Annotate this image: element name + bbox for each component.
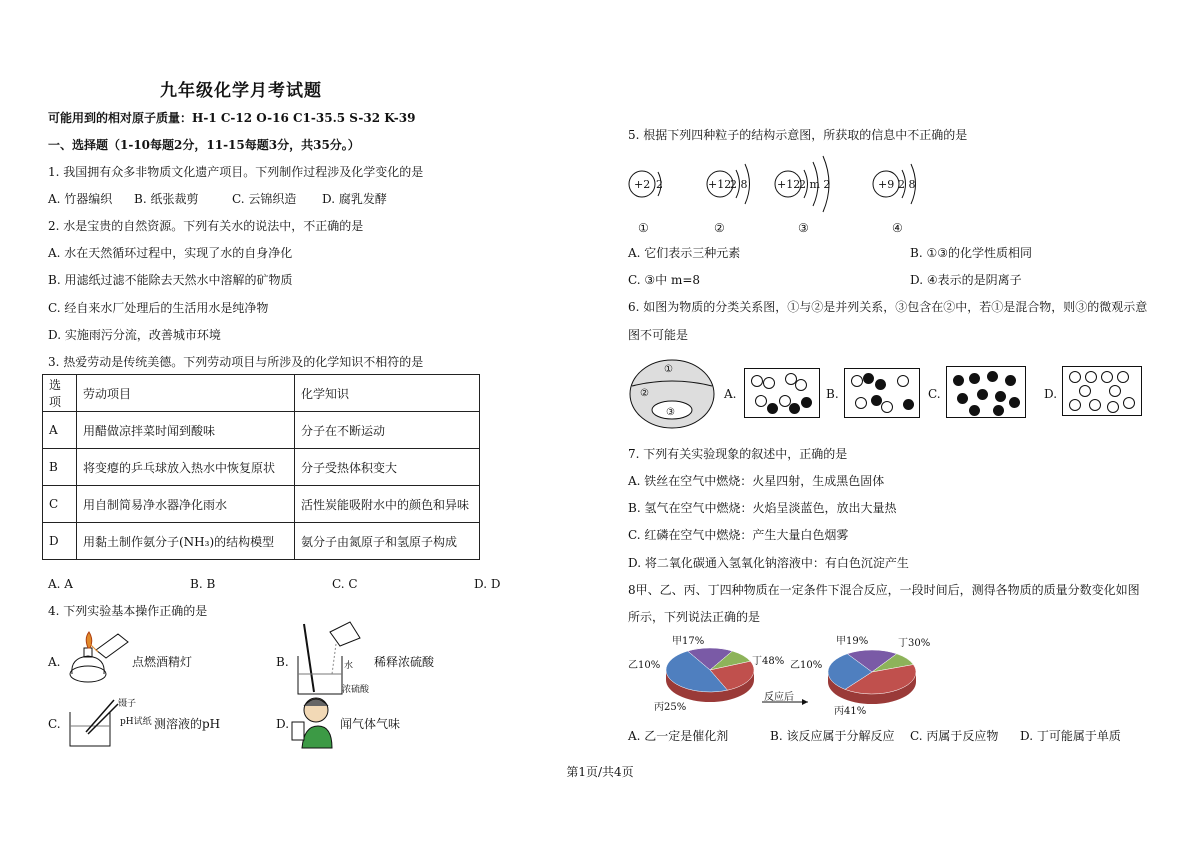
q8-option-a: A. 乙一定是催化剂 xyxy=(628,729,729,743)
pie-before-label-bing: 丙25% xyxy=(654,702,687,713)
molecule-ring xyxy=(1109,385,1121,397)
q4-c-paper-label: pH试纸 xyxy=(120,717,152,727)
q6-option-d-box xyxy=(1062,366,1142,416)
q1-option-a: A. 竹器编织 xyxy=(48,192,113,206)
molecule-ring xyxy=(763,377,775,389)
q1-stem: 1. 我国拥有众多非物质文化遗产项目。下列制作过程涉及化学变化的是 xyxy=(48,165,424,179)
table-row xyxy=(43,523,480,560)
molecule-ring xyxy=(881,401,893,413)
atomic-mass-line: 可能用到的相对原子质量：H-1 C-12 O-16 C1-35.5 S-32 K-39 xyxy=(48,111,416,125)
table-cell: 用自制简易净水器净化雨水 xyxy=(77,486,295,523)
q6-option-b-box xyxy=(844,368,920,418)
q3-option-a: A. A xyxy=(48,577,73,591)
q2-option-b: B. 用滤纸过滤不能除去天然水中溶解的矿物质 xyxy=(48,273,293,287)
particle-4-nucleus: +9 xyxy=(878,178,895,191)
q6-stem-line1: 6. 如图为物质的分类关系图，①与②是并列关系，③包含在②中，若①是混合物，则③的微观示意 xyxy=(628,300,1148,314)
table-cell: 分子在不断运动 xyxy=(295,412,480,449)
page-title: 九年级化学月考试题 xyxy=(160,81,322,101)
q5-stem: 5. 根据下列四种粒子的结构示意图，所获取的信息中不正确的是 xyxy=(628,128,968,142)
molecule-ring xyxy=(851,375,863,387)
table-cell: 用醋做凉拌菜时闻到酸味 xyxy=(77,412,295,449)
table-cell: 分子受热体积变大 xyxy=(295,449,480,486)
molecule-dot xyxy=(789,403,800,414)
particle-4-label: ④ xyxy=(892,221,903,235)
particle-3-nucleus: +12 xyxy=(777,178,801,191)
pie-after xyxy=(828,650,916,704)
q6-option-d-label: D. xyxy=(1044,387,1058,401)
molecule-dot xyxy=(995,391,1006,402)
molecule-dot xyxy=(969,405,980,416)
molecule-dot xyxy=(863,373,874,384)
q6-option-c-box xyxy=(946,366,1026,418)
molecule-dot xyxy=(1009,397,1020,408)
q4-c-text: 测溶液的pH xyxy=(154,717,221,731)
person-smelling-icon xyxy=(288,692,336,750)
q4-c-label: C. xyxy=(48,717,61,731)
q4-c-tweezer-label: 镊子 xyxy=(118,699,137,709)
q2-option-c: C. 经自来水厂处理后的生活用水是纯净物 xyxy=(48,301,269,315)
molecule-ring xyxy=(1069,371,1081,383)
particle-3-shells: 2 m 2 xyxy=(799,178,831,191)
table-cell: A xyxy=(43,412,77,449)
table-cell: 活性炭能吸附水中的颜色和异味 xyxy=(295,486,480,523)
table-cell: 氨分子由氮原子和氢原子构成 xyxy=(295,523,480,560)
particle-2-nucleus: +12 xyxy=(708,178,732,191)
q6-option-c-label: C. xyxy=(928,387,941,401)
q2-stem: 2. 水是宝贵的自然资源。下列有关水的说法中，不正确的是 xyxy=(48,219,364,233)
q4-stem: 4. 下列实验基本操作正确的是 xyxy=(48,604,208,618)
molecule-dot xyxy=(993,405,1004,416)
molecule-ring xyxy=(1079,385,1091,397)
q5-option-a: A. 它们表示三种元素 xyxy=(628,246,741,260)
q8-stem-line2: 所示，下列说法正确的是 xyxy=(628,610,761,624)
q4-a-text: 点燃酒精灯 xyxy=(132,655,193,669)
q1-option-b: B. 纸张裁剪 xyxy=(134,192,199,206)
q7-option-c: C. 红磷在空气中燃烧：产生大量白色烟雾 xyxy=(628,528,849,542)
venn-label-2: ② xyxy=(640,388,649,399)
q8-option-d: D. 丁可能属于单质 xyxy=(1020,729,1121,743)
q3-option-d: D. D xyxy=(474,577,501,591)
page-footer: 第1页/共4页 xyxy=(566,765,634,779)
pie-before-label-jia: 甲17% xyxy=(672,636,705,647)
q3-stem: 3. 热爱劳动是传统美德。下列劳动项目与所涉及的化学知识不相符的是 xyxy=(48,355,424,369)
particle-3-label: ③ xyxy=(798,221,809,235)
molecule-dot xyxy=(1005,375,1016,386)
molecule-ring xyxy=(1089,399,1101,411)
particle-1-shells: 2 xyxy=(656,178,663,191)
molecule-ring xyxy=(1107,401,1119,413)
q8-option-b: B. 该反应属于分解反应 xyxy=(770,729,895,743)
q5-option-c: C. ③中 m=8 xyxy=(628,273,701,287)
q8-option-c: C. 丙属于反应物 xyxy=(910,729,999,743)
q7-option-b: B. 氢气在空气中燃烧：火焰呈淡蓝色，放出大量热 xyxy=(628,501,897,515)
q4-b-label: B. xyxy=(276,655,289,669)
q6-option-a-label: A. xyxy=(724,387,737,401)
molecule-dot xyxy=(969,373,980,384)
pie-after-label-ding: 丁30% xyxy=(898,638,931,649)
molecule-ring xyxy=(855,397,867,409)
molecule-ring xyxy=(755,395,767,407)
molecule-dot xyxy=(977,389,988,400)
table-header-row xyxy=(43,375,480,412)
molecule-ring xyxy=(1085,371,1097,383)
table-row xyxy=(43,449,480,486)
q6-stem-line2: 图不可能是 xyxy=(628,328,689,342)
q5-option-d: D. ④表示的是阴离子 xyxy=(910,273,1022,287)
q2-option-a: A. 水在天然循环过程中，实现了水的自身净化 xyxy=(48,246,293,260)
q4-b-water-label: 水 xyxy=(344,661,354,671)
table-header-cell: 选项 xyxy=(43,375,77,412)
q1-option-c: C. 云锦织造 xyxy=(232,192,297,206)
molecule-dot xyxy=(953,375,964,386)
q7-stem: 7. 下列有关实验现象的叙述中，正确的是 xyxy=(628,447,848,461)
table-row xyxy=(43,486,480,523)
venn-label-1: ① xyxy=(664,364,673,375)
q4-d-text: 闻气体气味 xyxy=(340,717,401,731)
q4-b-text: 稀释浓硫酸 xyxy=(374,655,435,669)
ph-test-icon xyxy=(64,694,124,750)
venn-label-3: ③ xyxy=(666,407,675,418)
reaction-arrow-label: 反应后 xyxy=(764,692,794,703)
table-cell: B xyxy=(43,449,77,486)
table-header-cell: 化学知识 xyxy=(295,375,480,412)
molecule-dot xyxy=(875,379,886,390)
molecule-dot xyxy=(903,399,914,410)
q6-option-a-box xyxy=(744,368,820,418)
pie-before-label-ding: 丁48% xyxy=(752,656,785,667)
pie-before xyxy=(666,648,754,702)
molecule-ring xyxy=(751,375,763,387)
table-header-cell: 劳动项目 xyxy=(77,375,295,412)
table-row xyxy=(43,412,480,449)
table-cell: 用黏土制作氨分子(NH₃)的结构模型 xyxy=(77,523,295,560)
q3-option-b: B. B xyxy=(190,577,216,591)
molecule-ring xyxy=(897,375,909,387)
q4-d-label: D. xyxy=(276,717,290,731)
q1-option-d: D. 腐乳发酵 xyxy=(322,192,387,206)
section-heading: 一、选择题（1-10每题2分，11-15每题3分，共35分。） xyxy=(48,138,360,152)
alcohol-lamp-icon xyxy=(62,630,132,686)
molecule-ring xyxy=(795,379,807,391)
q5-option-b: B. ①③的化学性质相同 xyxy=(910,246,1032,260)
table-cell: D xyxy=(43,523,77,560)
molecule-dot xyxy=(767,403,778,414)
particle-2-label: ② xyxy=(714,221,725,235)
pie-before-label-yi: 乙10% xyxy=(628,660,661,671)
q8-stem-line1: 8甲、乙、丙、丁四种物质在一定条件下混合反应，一段时间后，测得各物质的质量分数变化如图 xyxy=(628,583,1140,597)
arrow-head-icon xyxy=(802,699,808,705)
q7-option-a: A. 铁丝在空气中燃烧：火星四射，生成黑色固体 xyxy=(628,474,885,488)
q2-option-d: D. 实施雨污分流，改善城市环境 xyxy=(48,328,221,342)
particle-4-shells: 2 8 xyxy=(898,178,916,191)
q4-a-label: A. xyxy=(48,655,61,669)
molecule-ring xyxy=(1123,397,1135,409)
particle-2-shells: 2 8 xyxy=(730,178,748,191)
particle-1-label: ① xyxy=(638,221,649,235)
q4-b-acid-label: 浓硫酸 xyxy=(342,685,370,695)
pie-after-label-jia: 甲19% xyxy=(836,636,869,647)
q3-option-c: C. C xyxy=(332,577,358,591)
molecule-ring xyxy=(1117,371,1129,383)
molecule-dot xyxy=(957,393,968,404)
molecule-dot xyxy=(801,397,812,408)
particle-1-nucleus: +2 xyxy=(634,178,651,191)
q7-option-d: D. 将二氧化碳通入氢氧化钠溶液中：有白色沉淀产生 xyxy=(628,556,909,570)
molecule-ring xyxy=(1101,371,1113,383)
pie-after-label-yi: 乙10% xyxy=(790,660,823,671)
table-cell: C xyxy=(43,486,77,523)
molecule-ring xyxy=(1069,399,1081,411)
pie-after-label-bing: 丙41% xyxy=(834,706,867,717)
q3-table xyxy=(42,374,480,560)
molecule-dot xyxy=(987,371,998,382)
table-cell: 将变瘪的乒乓球放入热水中恢复原状 xyxy=(77,449,295,486)
q6-option-b-label: B. xyxy=(826,387,839,401)
